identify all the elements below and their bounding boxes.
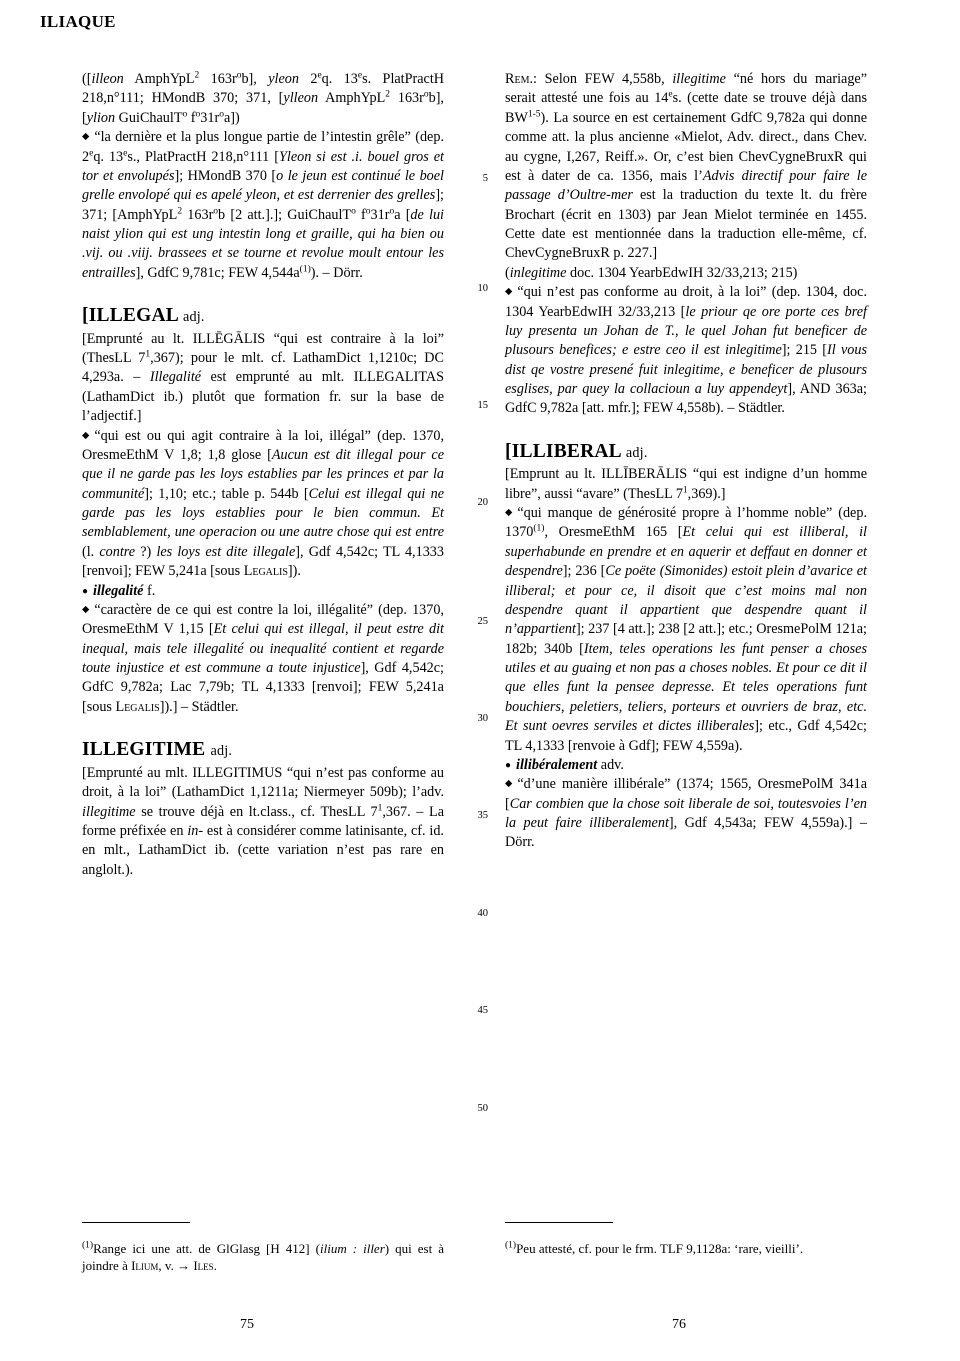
etymology-paragraph: [Emprunté au mlt. ILLEGITIMUS “qui n’est pas conforme au droit, à la loi” (LathamDict 1,1211a; Niermeyer 509b); l’adv. illegitime se trouve déjà en lt.class., cf. ThesLL $7^1,367$. – La forme préfixée en in- est à considérer comme latinisante, cf. id. en mlt., LathamDict ib. (cette variation n’est pas rare en anglolt.).: [82, 764, 444, 878]
line-number: 30: [477, 713, 488, 724]
footnote-left: $^{(1)}$Range ici une att. de GlGlasg [H 412] (ilium : iller) qui est à joindre à Ilium, v. → Iles.: [82, 1240, 444, 1274]
entry-headword: [82, 737, 444, 764]
line-number: 5: [482, 173, 488, 184]
part-of-speech: adj.: [210, 743, 233, 760]
subentry-paragraph: ● illibéralement adv.: [505, 756, 867, 775]
headword-text: ILLEGITIME: [82, 739, 206, 761]
sense-paragraph: ◆ “d’une manière illibérale” (1374; 1565, OresmePolM 341a [Car combien que la chose soit liberale de soi, toutesvoies l’en la peut faire illiberalement], Gdf 4,543a; FEW 4,559a).] – Dörr.: [505, 775, 867, 853]
line-number: 10: [477, 283, 488, 294]
footnote-separator: [505, 1222, 613, 1223]
folio-left: 75: [240, 1317, 254, 1332]
line-number: 20: [477, 497, 488, 508]
sense-paragraph: ◆ “qui manque de générosité propre à l’homme noble” (dep. 1370$^{(1)}$, OresmeEthM 165 [Et celui qui est illiberal, il superhabunde en prendre et en aquerir et deffaut en donner et despendre]; 236 [Ce poëte (Simonides) estoit plein d’avarice et illiberal; et pour ce, il disoit que c’est moins mal non despendre quant il appartient que despendre quant il n’appartient]; 237 [4 att.]; 238 [2 att.]; etc.; OresmePolM 121a; 182b; 340b [Item, teles operations les funt penser a choses utiles et au guaing et non pas a choses nobles. Et pour ce dit il que elles funt la pensee depresse. Et teles operations funt bouchiers, peletiers, teliers, porteurs et ouvriers de braz, etc. Et sunt oevres serviles et dictes illiberales]; etc., Gdf 4,542c; TL 4,1333 [renvoie à Gdf]; FEW 4,559a).: [505, 504, 867, 756]
remark-paragraph: Rem.: Selon FEW 4,558b, illegitime “né hors du mariage” serait attesté une fois au 14es. (cette date se trouve déjà dans BW$^{1-5}$). La source en est certainement GdfC 9,782a qui donne comme att. la plus ancienne «Mielot, Adv. direct., dans Chev. au cygne, I,267, Reiff.». Or, c’est bien ChevCygneBruxR qui est à dater de ca. 1356, mais l’Advis directif pour faire le passage d’Oultre-mer est la traduction du texte lt. du frère Brochart (écrit en 1303) par Jean Mielot terminée en 1455. Cette date est mentionnée dans la traduction elle-même, cf. ChevCygneBruxR p. 227.]: [505, 71, 868, 262]
line-number: 25: [477, 616, 488, 627]
etymology-paragraph: [Emprunté au lt. ILLĒGĀLIS “qui est contraire à la loi” (ThesLL $7^1,367$); pour le mlt. cf. LathamDict 1,1210c; DC 4,293a. – Illegalité est emprunté au mlt. ILLEGALITAS (LathamDict ib.) plutôt que formation fr. sur la base de l’adjectif.]: [82, 330, 445, 425]
entry-illiberal: [505, 439, 867, 853]
line-number: 35: [477, 810, 488, 821]
footnote-separator: [82, 1222, 190, 1223]
footnote-right: $^{(1)}$Peu attesté, cf. pour le frm. TLF 9,1128a: ‘rare, vieilli’.: [505, 1240, 804, 1256]
sense-paragraph: ◆ “la dernière et la plus longue partie de l’intestin grêle” (dep. 2eq. 13es., PlatPractH 218,n°111 [Yleon si est .i. bouel gros et tor et envolupés]; HMondB 370 [o le jeun est continué le boel grelle envolopé qui es apelé yleon, et est derrenier des grelles]; 371; [AmphYpL$^2$ $163r^ob$ [2 att.].]; GuiChaulT$^o$ $f^o31r^oa$ [de lui naist ylion qui est ung intestin long et graille, qui ha bien ou .vij. ou .viij. brassees et se tourne et revolue moult entour les entrailles], GdfC 9,781c; FEW $4,544a^{(1)}$). – Dörr.: [82, 128, 444, 283]
line-number: 45: [477, 1005, 488, 1016]
line-number: 50: [477, 1103, 488, 1114]
entry-continuation-paragraph: ([illeon AmphYpL$^2$ $163r^ob$], yleon 2eq. 13es. PlatPractH 218,n°111; HMondB 370; 371, [ylleon AmphYpL$^2$ $163r^ob$], [ylion GuiChaulT$^o$ $f^o31r^oa$]): [82, 70, 445, 126]
entry-headword: [ILLIBERAL adj.: [505, 440, 648, 462]
column-left: [82, 70, 444, 880]
entry-illegal: [82, 303, 444, 717]
entry-headword: [ILLEGAL adj.: [82, 305, 205, 327]
column-right: [505, 70, 867, 853]
headword-text: ILLEGAL: [88, 305, 178, 327]
subentry-paragraph: ● illegalité f.: [82, 582, 444, 601]
sense-paragraph: ◆ “qui n’est pas conforme au droit, à la loi” (dep. 1304, doc. 1304 YearbEdwIH 32/33,213 [le priour qe ore porte ces bref luy presenta un Johan de T., le quel Johan fut beneficer de plusours benefices; e estre ceo il est inlegitime]; 215 [Il vous dist qe vostre presené fuit inlegitime, e beneficer de plusours esglises, par quey la collacioun a luy appendeyt], AND 363a; GdfC 9,782a [att. mfr.]; FEW 4,558b). – Städtler.: [505, 283, 867, 419]
headword-text: ILLIBERAL: [511, 440, 621, 462]
sense-paragraph: ◆ “caractère de ce qui est contre la loi, illégalité” (dep. 1370, OresmeEthM V 1,15 [Et celui qui est illegal, il peut estre dit inequal, mais tele illegalité ou inequalité contient et regarde toute injustice et est commune a toute injustice], Gdf 4,542c; GdfC 9,782a; Lac 7,79b; TL 4,1333 [renvoi]; FEW 5,241a [sous Legalis]).] – Städtler.: [82, 601, 444, 717]
variant-paragraph: (inlegitime doc. 1304 YearbEdwIH 32/33,213; 215): [505, 264, 798, 281]
line-number: 40: [477, 908, 488, 919]
sense-paragraph: ◆ “qui est ou qui agit contraire à la loi, illégal” (dep. 1370, OresmeEthM V 1,8; 1,8 glose [Aucun est dit illegal pour ce que il ne garde pas les loys establies par les princes et par la communité]; 1,10; etc.; table p. 544b [Celui est illegal qui ne garde pas les loys establies pour le bien commun. Et semblablement, une operacion ou une autre chose qui est entre (l. contre ?) les loys est dite illegale], Gdf 4,542c; TL 4,1333 [renvoi]; FEW 5,241a [sous Legalis]).: [82, 427, 444, 582]
running-head: ILIAQUE: [40, 12, 116, 31]
entry-illegitime: [82, 737, 444, 880]
part-of-speech: adj.: [625, 444, 648, 461]
etymology-paragraph: [Emprunt au lt. ILLĪBERĀLIS “qui est indigne d’un homme libre”, aussi “avare” (ThesLL $7^1,369$).]: [505, 466, 867, 502]
line-number: 15: [477, 400, 488, 411]
part-of-speech: adj.: [182, 309, 205, 326]
folio-right: 76: [672, 1317, 686, 1332]
